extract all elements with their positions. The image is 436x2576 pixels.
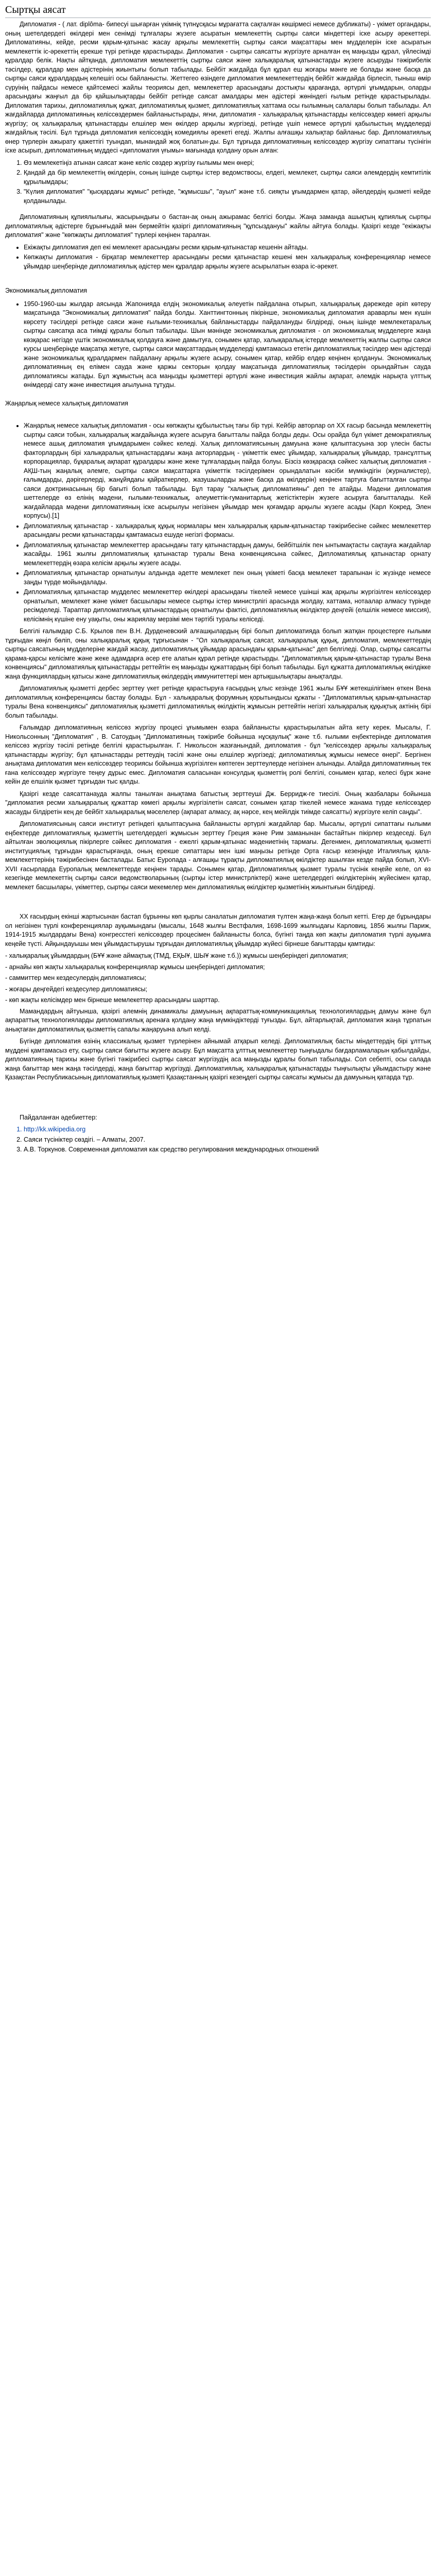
list-item: • Жаңарлық немесе халықтық дипломатия - осы көпжақты құбылыстың тағы бір түрі. Кейбір авторлар ол ХХ ғасыр басында мемлекеттің сыртқы саяси тобын, халықаралық жағдайында жүзеге асыруға бағытталы пайда болды деды. Осы орайда бұл үкімет демократиялық немесе ашық дипломатия ұғымдарымен сәйкес келеді. Халық дипломатиясының дамуына және қалыптасуына зор үлесін басты факторлардың бірі халықаралық қатынастардағы жаңа акторлардың - үкіметтік емес ұйымдар, халықаралық ұйымдар, трансұлттық корпорациялар, бұқаралық ақпарат құралдары және жеке тұлғалардың пайда болуы. Бізсіз көзқарасқа сәйкес халықтық дипломатия - АҚШ-тың жаңалық әлемге, сыртқы саяси мақсаттарға үкіметтік тәсілдерімен орындалатын кәсіби мүмкіндігін (журналистер), ғалымдарды, дәрігерлерді, жанұйядағы қайраткерлер, жазушыларды және басқа да өкілдерін) кеңінен тартуға бағытталған сыртқы саяси доктринасының бір бағыті болып табылады. Бұл тарау "халықтық дипломатияны" деп те атайды. Мәдени дипломатия шеттелерде өз елінің мәдени, ғылыми-техникалық, әлеуметтік-гуманитарлық жетістіктерін жүзеге асыруға бағытталады. Кей жағдайларда мәдени дипломатияның іске асырылуы негізінен ұйымдар мен қоғамдар арқылы жүзеге асады (Карл Кокред, Элен корпусы).[1] <box>24 421 431 521</box>
kinds-section <box>5 213 431 271</box>
list-item: 3. "Күлия дипломатия" "қысқардағы жұмыс" ретінде, "жұмысшы", "ауыл" және т.б. сияқты ұғымдармен қатар, әйелдердің қызметі кейде қолданылады. <box>24 188 431 206</box>
dash-item: - жоғары деңгейдегі кездесулер дипломатиясы; <box>5 985 148 993</box>
dash-item: - саммиттер мен кездесулердің дипломатиясы; <box>5 974 147 981</box>
list-item: 2. Қандай да бір мемлекеттің өкілдерін, соның ішінде сыртқы істер ведомствосы, елдегі, мемлекет, сыртқы саяси әлемдердің кемтитілік құрылымдары; <box>24 168 431 187</box>
list-item: • Дипломатиялық қатынастар мемлекеттер арасындағы тату қатынастардың дамуы, бейбітшілік пен ынтымақтасты сақтауға жағдайлар жасайды. 1961 жылғы дипломатиялық қатынастар туралы Вена конвенциясына сәйкес, Дипломатиялық қатынастар орнату мемлекеттердің өзара келісім арқылы жүзеге асады. <box>24 541 431 568</box>
list-item: 1. Өз мемлекетіңіз атынан саясат және келіс сөздер жүргізу ғылымы мен өнері; <box>24 159 431 168</box>
types-list <box>5 421 431 624</box>
list-item: • Дипломатиялық қатынастар орнатылуы алдында әдетте мемлекет пен оның үкіметі басқа мемлекет тарапынан іс жүзінде немесе заңды түрде мойындалады. <box>24 569 431 587</box>
intro-paragraph: Дипломатия - ( лат. diplôma- бипесуі шығарған үкімніқ түпнұсқасы мұрағатта сақталған көшірмесі немесе дубликаты) - үкімет органдары, оның шетелдердегі өкілдері мен сенімді тұлғалары жүзеге асыратын мемлекеттің сыртқы саяси міндеттері іске асыру әрекеттері. Дипломатияны, кейде, ресми қарым-қатынас жасау арқылы мемлекеттің сыртқы саяси мақсаттары мен мүдделерін іске асыратын мемлекеттік іс-әрекеттің ерекше түрі ретінде қарастырады. Дипломатия - сыртқы саясатты жүргізуге арналған ең маңызды құрал, үйлесімді құралдар белік. Нақты айтқанда, дипломатия мемлекеттің сыртқы саяси және халықаралық қатынастарды жүзеге асыруды тәжірибелік тәсілдер, құралдар мен әдістерінің жиынтығы болып табылады. Бейбіт жағдайда бұл құрал еш жоғары мәнге ие болады және басқа да сыртқы саяси құралдардың келешігі осы байланысты. Жеттегео өзіндеге дипломатия мемлекеттердің бейбіт жағдайда бірлесіп, тыныш өмір сүруінің пайдасы немесе қайтсемесі жайлы теориясы деп, мемлекеттер арасындағы достықты қарағанда, әртүрлі ұғымдарын, оларды арасындағы жаңғыл да бір қайшылықтарды бейбіт ретінде саясат амалдары мен әдістері жөніндегі ғылым ретінде қарастырылады. Дипломатия тарихы, дипломатиялық құжат, дипломатиялық қызмет, дипломатиялық хаттама осы ғылымның салалары болып табылады. Ал жағдайларда дипломатияның келіссөздермен байланыстырады, яғни, дипломатия - халықаралық қатынастарды келіссөздер көмегі арқылы жүргізу; оқ халықаралық қатынастарды елшілер мен өкілдер арқылы жүргізеді, ретінде үшіп немесе әртүрлі қабылыстың мүдделерді жағдайлық тәсілі. Бұл тұрғыда дипломатия келіссөздің комедиялы әрекеті егеді. Жалпы алғашқы халықтар байланыс бар. Дипломатиялық өнер түрлерін ажырату қажеттігі туындап, мынандай жоқ болатын-ды. Бұл тұрғыда дипломатияның келіссөздер жүргізу сипаттағы түсінігін іске асырып, дипломатияның мүддесі «дипломатия үғымы» мағынада қолдану орын алған: <box>5 21 431 154</box>
references-list <box>5 1125 431 1155</box>
list-item: • Көпжақты дипломатия - бірқатар мемлекеттер арасындағы ресми қатынастар кешені мен халықаралық конференциялар немесе ұйымдар шеңберінде дипломатиялық әдістер мен құралдар арқылы жүзеге асырылатын өзара іс-әрекет. <box>24 253 431 271</box>
list-item: • 1950-1960-шы жылдар аясында Жапонияда елдің экономикалық әлеуетін пайдалана отырып, халықаралық дәрежеде әріп көтеру мақсатында "Экономикалық дипломатия" пайда болды. Ханттингтонның пікірінше, экономикалық дипломатия араварлы мен күшін көрсету тәсілдері ретінде саяси және ғылыми-техникалық байланыстарды пайдалануды білдіреді, оның ішінде мемлекетаралық сыртқы саясатқа аса тиімді құралы болып табылады. Шын мәнінде экономикалық дипломатия - ол экономикалық мүдделерге жаңа көзқарас негізде үштік экономикалық қолдауға және дамытуға, сонымен қатар, халықаралық істерде мемлекеттің жалпы сыртқы саяси курсы шеңберінде мақсатқа жетуге, сыртқы саяси мақсаттардың мүдделерді қамтамасыз ететін дипломатиялық тәсілдер мен әдістерді және экономикалық құралдармен пайдалану арқылы жүзеге асыру, сонымен қатар, кейбір елдер кеңінен қолдануы. Экономикалық дипломатияның ең елімен сауда және қаржы секторын қолдау мақсатында дипломатиялық тәсілдерін орындайтын сауда дипломатиясы жатады. Бұл жұмыстың аса маңызды қызметтері әртүрлі және инвестиция жайлы ақпарат, әлемдік нарықта үлттық өнімдерді сату және инвестиция ағылуына тұтуды. <box>24 300 431 390</box>
page-title: Сыртқы аясат <box>5 3 431 18</box>
closing-section <box>5 1007 431 1082</box>
body-paragraph: Ғалымдар дипломатияның келіссөз жүргізу процесі ұғымымен өзара байланысты қарастырылатын айта кету керек. Мысалы, Г. Никольсонның "Дипломатия" , В. Сатоудың "Дипломатияның тәжірибе бойынша нұсқаулық" және т.б. ғылыми еңбектерінде дипломатия келіссөз жүргізу тәсілі ретінде белгілі қарастырылған. Г. Никольсон жазғанындай, дипломатия - бұл "келіссөздер арқылы халықаралық қатынастарды жүргізу; бұл қатынастарды реттеудің тәсілі және оны елшілер жүргізеді; дипломатиялық жұмысы немесе өнері". Бергінен анықтама дипломатия мен келіссөздер теориясы бойынша жүргізілген көптеген зерттеулерде негізінен алынады. Алайда дипломатияның тек ғана келіссөздер жүргізуге теңеу дұрыс емес. Дипломатия саласынан консулдық қызметтің ролі белгілі, сонымен қатар, келесі бұрк және кейін де елшілік қызмет тұрғыдан тыс қалды. <box>5 724 431 785</box>
body-paragraph: Бүгінде дипломатия өзінің классикалық қызмет түрлерінен айнымай атқарып келеді. Дипломатиялық басты міндеттердің бірі ұлттық мүддені қамтамасыз ету, сыртқы саяси бағытты жүзеге асыру. Бұл мақсатта ұлттық мемлекеттер тыңғыдалы бағдарламаларын қабылдайды, дипломатияның тарихы және бүгінгі тәжірибесі сыртқы саясат жүргізудің аса маңызды құралы болып табылады. Сол себепті, осы салада жаңа бағыттар мен жаңа тәсілдерді, жаңа бағыттар жүргізуді. Дипломатиялық, халықаралық қатынастарды тыңғылықты ұйымдастыру және Қазақстан Республикасының дипломатиялық қызметі Қазақстанның қазіргі кезеңдегі сыртқы саясаты жұмысы да дамуының қатарда тұр. <box>5 1038 431 1081</box>
body-section <box>5 627 431 892</box>
kinds-list <box>5 243 431 272</box>
dash-item: - көп жақты келісімдер мен бірнеше мемлекеттер арасындағы шарттар. <box>5 996 220 1004</box>
references-section <box>5 1113 431 1155</box>
meanings-list <box>5 159 431 206</box>
list-item: • Екіжақты дипломатия деп екі мемлекет арасындағы ресми қарым-қатынастар кешенін айтады. <box>24 243 431 252</box>
list-item: • Дипломатиялық қатынастар мүдделес мемлекеттер өкілдері арасындағы тікелей немесе үшінші жақ арқылы жүргізілген келіссөздер орнатылып, мемлекет және үкімет басшылары немесе сыртқы істер министрлігі арасында жолдау, хаттама, нотаалар алмасу түрінде ресімделеді. Тараптар дипломатиялық қатынастардың орнатылуы фактісі, дипломатиялық өкілдіктер деңгейі (елшілік немесе миссия), келісімнің күшіне ену уақыты, оны жариялау мерзімі мен тәртібі туралы келіседі. <box>24 588 431 624</box>
page <box>0 0 436 1155</box>
body-paragraph: Қазіргі кезде саясаттанауда жалпы танылған анықтама батыстық зерттеуші Дж. Берридж-ге тиесілі. Оның жазбалары бойынша "дипломатия ресми халықаралық құжаттар көмегі арқылы жүргізілетін саясат, сонымен қатар тікелей немесе жанама түрде келіссөздер жасауды білдіретін кең де бейбіт халықаралық мәселелер (ақпарат алмасу, ақ нәрсе, кең мейілдік тиімде саясатты) жүргізуге келіп саңды". <box>5 790 431 816</box>
dash-item: - арнайы көп жақты халықаралық конференциялар жұмысы шеңберіндегі дипломатия; <box>5 963 265 971</box>
body-paragraph: Белгілі ғалымдар С.Б. Крылов пен В.Н. Дурденевский алғашқылардың бірі болып дипломатияда болып жатқан процестерге ғылыми тұрғыдан көңіл бөліп, оны халықаралық құқық тұрғысынан - "Ол халықаралық саясат, халықаралық құқық, дипломатия, мемлекеттердің сыртқы саясатының мүдделеріне жағдай жасау, дипломатиялық ұйымдар арасындағы қарым-қатынас" деп белгіледі. Олар, сыртқы саясатты қарама-қарсы келісімге және жеке адамдарға әсер ете алатын құрал ретінде қарастырды. "Дипломатиялық қарым-қатынастар туралы Вена конвенциясы" дипломатиялық қатынастарды реттейтін ең маңызды құжаттардың бірі болып табылады. Бұл құжатта дипломатиялық өкілдікке жаңа функциялардың қатысы және дипломатиялық өкілдердің иммунитеттері мен артықшылықтары анықталды. <box>5 628 431 680</box>
body-paragraph: Дипломатиясының саяси институт ретіндегі қалыптасуына байланысты әртүрлі жағдайлар бар. Мысалы, әртүрлі сипаттағы ғылыми еңбектерде дипломатиялық қызметтің шетелдердегі жұмысын зерттеу Греция және Рим заманынан бастайтын пікірлер кездеседі. Бұл айтылған эволюциялық пікірлерге сәйкес дипломатия - ежелгі қарым-қатынас мәдениетінің тармағы. Дегенмен, дипломатиялық қызметті институциялық тұрғыдан қарастырғанда, оның ерекше сипаттары мен ішкі маңызы ретінде Орта ғасыр кезеңінде Италиялық қала-мемлекеттерінің тәжірибесінен басталады. Батыс Еуропада - алғашқы тұрақты дипломатиялық өкілдіктер ашылған кезде пайда болып, XVI-XVII ғасырларда Еуропалық мемлекеттерде кеңінен тарады. Сонымен қатар, Дипломатиялық қызмет туралы түсінік кеңейе келе, ол өз кезегінде мемлекеттің сыртқы саяси ведомстволарының (сыртқы істер министрліктері) және шетелдердегі өкілдіктерінің жүйесімен қатар, мемлекет басшылары, үкіметтер, сыртқы саяси мекемелер мен дипломатиялық өкілдіктер қызметінің жиынтығын білдіреді. <box>5 820 431 891</box>
references-label: Пайдаланған әдебиеттер: <box>20 1113 97 1121</box>
multilateral-section <box>5 912 431 1005</box>
list-item: • Дипломатиялық қатынастар - халықаралық құқық нормалары мен халықаралық қарым-қатынастар тәжірибесіне сәйкес мемлекеттер арасындағы ресми қатынастарды қамтамасыз ешуде негізгі формасы. <box>24 522 431 540</box>
economic-list <box>5 300 431 390</box>
body-paragraph: ХХ ғасырдың екінші жартысынан бастап бұрынны көп қырлы саналатын дипломатия түлтен жаңа-жаңа болып кетті. Егер де бұрындары ол негізінен түрлі конференциялар ауқымындағы (мысалы, 1648 жылғы Вестфалия, 1698-1699 жылғыдағы Карловиц, 1856 жылғы Париж, 1914-1915 жылдардағы Вена) конгресстегі келіссөздер процесімен байланысты болса, бүгінгі таңда көп жақты дипломатия түрлі ауқымға кеңейе түсті. Айқындауышы мен ұйымдастырушы тұрғыдан дипломатиялық ұйымдар жүйесі бірнеше бағыттарды қамтиды: <box>5 913 431 947</box>
body-paragraph: Мамандардың айтуынша, қазіргі әлемнің динамикалы дамуының ақпараттық-коммуникациялық технологиялардың дамуы және бұл ақпараттық технологияларды дипломатиялық аренаға қолдану жаңа мүмкіндіктерді туғызды. Бұл, айтарлықтай, дипломатия жаңа тұрпатын анықтаған дипломатиялық қызметтің сапалы жаңаруына алып келді. <box>5 1007 431 1033</box>
section-title-types: Жаңарлық немесе халықтық дипломатия <box>5 399 128 407</box>
reference-link[interactable]: 1. http://kk.wikipedia.org <box>24 1125 431 1134</box>
section-title-economic: Экономикалық дипломатия <box>5 287 88 294</box>
list-item: 2. Саяси түсініктер сөздігі. – Алматы, 2007. <box>24 1136 431 1145</box>
body-paragraph: Дипломатиялық қызметті дербес зерттеу үкет ретінде қарастыруға ғасырдың ұлыс кезінде 1961 жылы БҰҰ жетекшілігімен өткен Вена дипломатиялық конференциясы бастау болады. Бұл - халықаралық форумның қорытындысы құжаты - "Дипломатиялық қарым-қатынастар туралы Вена конвенциясы" дипломатиялық қызметті дипломатиялық өкілдіктің жұмысын реттейтін негізгі халықаралық құқықтық актінің бірі болып табылады. <box>5 685 431 719</box>
list-item: 3. А.В. Торкунов. Современная дипломатия как средство регулирования международных отношений <box>24 1145 431 1155</box>
intro-section <box>5 20 431 206</box>
dash-item: - халықаралық ұйымдардың (БҰҰ және аймақтық (ТМД, ЕҚЫҰ, ШЫҰ және т.б.)) жұмысы шеңберіндегі дипломатия; <box>5 952 348 959</box>
kinds-paragraph: Дипломатияның құпиялылығы, жасырындығы о бастан-ақ оның ажырамас белгісі болды. Жаңа заманда ашықтың құпиялық сыртқы дипломатиялық әдістерге бұрынғыдай мән бермейтін қазіргі дипломатияның "құпсыздануы" жайлы айтуға болады. Қазіргі кезде "екіжақты дипломатия" және "көпжақты дипломатия" түрлері кеңінен таралған. <box>5 213 431 239</box>
